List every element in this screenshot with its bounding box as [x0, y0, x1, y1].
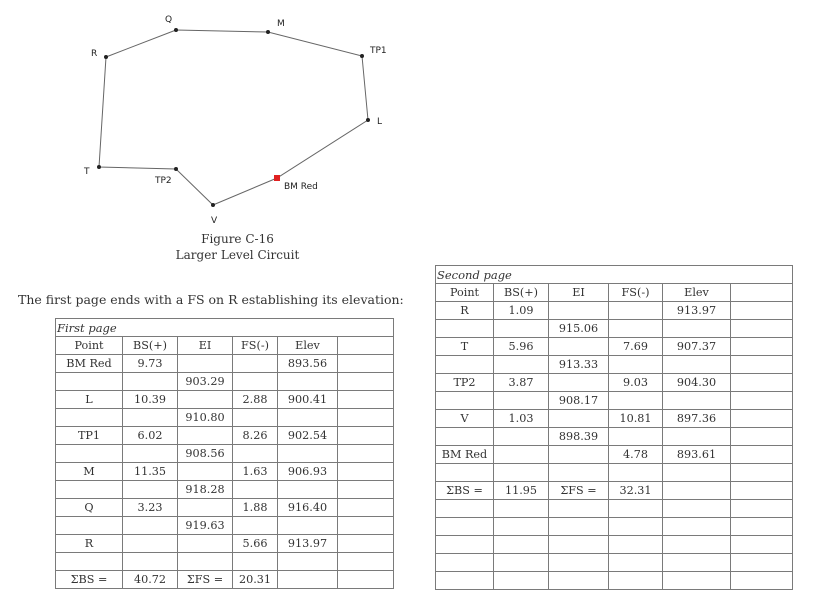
table-row	[56, 445, 394, 463]
empty-cell	[436, 356, 494, 374]
cell-bs: 5.96	[494, 338, 549, 356]
cell-fs: 1.63	[233, 463, 278, 481]
empty-cell	[494, 536, 549, 554]
circuit-path	[99, 30, 368, 205]
empty-cell	[549, 536, 609, 554]
cell-ei: 919.63	[178, 517, 233, 535]
intro-text: The first page ends with a FS on R establishing its elevation:	[18, 292, 404, 307]
empty-cell	[123, 517, 178, 535]
table-row	[436, 410, 793, 428]
empty-cell	[731, 320, 793, 338]
table-row	[436, 554, 793, 572]
empty-cell	[123, 445, 178, 463]
empty-cell	[609, 536, 663, 554]
cell-bs: 3.23	[123, 499, 178, 517]
cell-bs: 10.39	[123, 391, 178, 409]
empty-cell	[436, 518, 494, 536]
point-tp2	[174, 167, 178, 171]
figure-caption-number: Figure C-16	[201, 232, 274, 246]
empty-cell	[178, 355, 233, 373]
cell-ei: 915.06	[549, 320, 609, 338]
table-row	[56, 535, 394, 553]
column-header: Point	[56, 337, 123, 355]
empty-cell	[663, 536, 731, 554]
label-bm-red: BM Red	[284, 182, 318, 192]
empty-cell	[609, 572, 663, 590]
empty-cell	[233, 355, 278, 373]
cell-elev: 904.30	[663, 374, 731, 392]
cell-elev: 916.40	[278, 499, 338, 517]
table-row	[436, 500, 793, 518]
empty-cell	[731, 482, 793, 500]
cell-fs: 32.31	[609, 482, 663, 500]
table-row	[436, 536, 793, 554]
empty-cell	[338, 463, 394, 481]
empty-cell	[731, 302, 793, 320]
second-page-table	[435, 265, 793, 590]
empty-cell	[549, 374, 609, 392]
empty-cell	[436, 554, 494, 572]
empty-cell	[178, 427, 233, 445]
table-row	[436, 482, 793, 500]
point-t	[97, 165, 101, 169]
point-r	[104, 55, 108, 59]
empty-cell	[494, 446, 549, 464]
table-row	[436, 518, 793, 536]
cell-fs: 8.26	[233, 427, 278, 445]
cell-fs: 1.88	[233, 499, 278, 517]
label-q: Q	[165, 15, 173, 25]
empty-cell	[731, 518, 793, 536]
empty-cell	[494, 572, 549, 590]
table-row	[56, 409, 394, 427]
cell-point: R	[436, 302, 494, 320]
table-row	[56, 355, 394, 373]
empty-cell	[123, 535, 178, 553]
cell-elev: 900.41	[278, 391, 338, 409]
empty-cell	[338, 409, 394, 427]
empty-cell	[56, 373, 123, 391]
empty-cell	[436, 428, 494, 446]
table-row	[56, 481, 394, 499]
cell-bs: 1.09	[494, 302, 549, 320]
cell-ei: 908.56	[178, 445, 233, 463]
table-row	[436, 428, 793, 446]
empty-cell	[123, 409, 178, 427]
empty-cell	[278, 373, 338, 391]
empty-cell	[731, 536, 793, 554]
empty-cell	[338, 553, 394, 571]
empty-cell	[609, 302, 663, 320]
cell-point: Q	[56, 499, 123, 517]
empty-cell	[609, 500, 663, 518]
cell-bs: 3.87	[494, 374, 549, 392]
empty-cell	[549, 446, 609, 464]
cell-bs: 9.73	[123, 355, 178, 373]
empty-cell	[278, 571, 338, 589]
level-circuit-figure	[0, 0, 815, 270]
cell-fs: 7.69	[609, 338, 663, 356]
table-row	[436, 338, 793, 356]
empty-cell	[494, 428, 549, 446]
empty-cell	[609, 518, 663, 536]
table-row	[56, 499, 394, 517]
empty-cell	[123, 553, 178, 571]
empty-cell	[663, 554, 731, 572]
table-row	[56, 571, 394, 589]
empty-cell	[731, 338, 793, 356]
empty-cell	[338, 481, 394, 499]
empty-cell	[436, 392, 494, 410]
empty-cell	[663, 464, 731, 482]
cell-point: BM Red	[436, 446, 494, 464]
empty-cell	[278, 409, 338, 427]
cell-fs: 5.66	[233, 535, 278, 553]
empty-cell	[494, 356, 549, 374]
empty-cell	[663, 482, 731, 500]
cell-ei: 918.28	[178, 481, 233, 499]
point-q	[174, 28, 178, 32]
bm-red-marker	[274, 175, 280, 181]
empty-cell	[233, 445, 278, 463]
column-header: BS(+)	[494, 284, 549, 302]
cell-fs: 9.03	[609, 374, 663, 392]
empty-cell	[338, 373, 394, 391]
column-header: Point	[436, 284, 494, 302]
empty-cell	[278, 553, 338, 571]
cell-point: L	[56, 391, 123, 409]
cell-point: TP2	[436, 374, 494, 392]
empty-cell	[338, 535, 394, 553]
table-row	[56, 463, 394, 481]
cell-point: BM Red	[56, 355, 123, 373]
empty-cell	[549, 464, 609, 482]
empty-cell	[663, 320, 731, 338]
empty-cell	[278, 445, 338, 463]
empty-cell	[338, 571, 394, 589]
empty-cell	[609, 464, 663, 482]
cell-elev: 897.36	[663, 410, 731, 428]
empty-cell	[731, 554, 793, 572]
empty-cell	[731, 428, 793, 446]
empty-cell	[436, 464, 494, 482]
empty-cell	[663, 392, 731, 410]
cell-fs: 2.88	[233, 391, 278, 409]
table-row	[56, 391, 394, 409]
empty-cell	[233, 373, 278, 391]
column-header: EI	[549, 284, 609, 302]
empty-cell	[56, 445, 123, 463]
table-row	[436, 302, 793, 320]
cell-ei: ΣFS =	[178, 571, 233, 589]
point-m	[266, 30, 270, 34]
empty-cell	[436, 320, 494, 338]
empty-cell	[56, 517, 123, 535]
empty-cell	[609, 554, 663, 572]
empty-cell	[178, 391, 233, 409]
table-row	[436, 374, 793, 392]
label-r: R	[91, 49, 98, 59]
cell-elev: 893.56	[278, 355, 338, 373]
empty-cell	[494, 392, 549, 410]
empty-cell	[178, 535, 233, 553]
empty-cell	[338, 427, 394, 445]
column-header: EI	[178, 337, 233, 355]
empty-cell	[663, 356, 731, 374]
cell-elev: 906.93	[278, 463, 338, 481]
table-row	[56, 553, 394, 571]
empty-cell	[233, 481, 278, 499]
cell-fs: 20.31	[233, 571, 278, 589]
cell-bs: 6.02	[123, 427, 178, 445]
empty-cell	[233, 553, 278, 571]
empty-cell	[609, 428, 663, 446]
empty-cell	[731, 446, 793, 464]
empty-cell	[731, 410, 793, 428]
empty-cell	[731, 464, 793, 482]
empty-cell	[494, 320, 549, 338]
table-row	[436, 464, 793, 482]
empty-cell	[56, 553, 123, 571]
empty-cell	[123, 481, 178, 499]
empty-cell	[178, 463, 233, 481]
empty-cell	[731, 392, 793, 410]
figure-caption-title: Larger Level Circuit	[175, 248, 300, 262]
empty-cell	[338, 499, 394, 517]
empty-cell	[338, 355, 394, 373]
column-header: FS(-)	[609, 284, 663, 302]
empty-cell	[731, 374, 793, 392]
empty-cell	[338, 337, 394, 355]
empty-cell	[436, 500, 494, 518]
empty-cell	[549, 410, 609, 428]
empty-cell	[494, 518, 549, 536]
cell-bs: 40.72	[123, 571, 178, 589]
table-row	[436, 446, 793, 464]
table-row	[436, 572, 793, 590]
table-title: First page	[56, 319, 394, 337]
cell-elev: 913.97	[663, 302, 731, 320]
cell-point: V	[436, 410, 494, 428]
empty-cell	[233, 409, 278, 427]
empty-cell	[338, 445, 394, 463]
point-v	[211, 203, 215, 207]
table-row	[436, 320, 793, 338]
empty-cell	[609, 320, 663, 338]
cell-fs: 10.81	[609, 410, 663, 428]
empty-cell	[494, 500, 549, 518]
column-header: Elev	[278, 337, 338, 355]
table-row	[56, 373, 394, 391]
point-l	[366, 118, 370, 122]
cell-point: R	[56, 535, 123, 553]
label-t: T	[84, 167, 90, 177]
empty-cell	[494, 554, 549, 572]
table-title: Second page	[436, 266, 793, 284]
empty-cell	[338, 517, 394, 535]
cell-elev: 902.54	[278, 427, 338, 445]
empty-cell	[233, 517, 278, 535]
empty-cell	[731, 500, 793, 518]
label-l: L	[377, 117, 383, 127]
label-v: V	[211, 216, 218, 226]
empty-cell	[549, 338, 609, 356]
cell-ei: 910.80	[178, 409, 233, 427]
empty-cell	[178, 553, 233, 571]
empty-cell	[436, 536, 494, 554]
cell-point: ΣBS =	[56, 571, 123, 589]
cell-fs: 4.78	[609, 446, 663, 464]
empty-cell	[56, 481, 123, 499]
cell-ei: 913.33	[549, 356, 609, 374]
table-row	[436, 356, 793, 374]
cell-ei: 898.39	[549, 428, 609, 446]
empty-cell	[731, 356, 793, 374]
first-page-table	[55, 318, 394, 589]
label-tp1: TP1	[370, 46, 387, 56]
empty-cell	[56, 409, 123, 427]
cell-bs: 11.95	[494, 482, 549, 500]
empty-cell	[663, 428, 731, 446]
table-row	[56, 517, 394, 535]
label-tp2: TP2	[155, 176, 172, 186]
column-header: FS(-)	[233, 337, 278, 355]
cell-elev: 893.61	[663, 446, 731, 464]
empty-cell	[731, 284, 793, 302]
empty-cell	[494, 464, 549, 482]
cell-point: T	[436, 338, 494, 356]
empty-cell	[549, 518, 609, 536]
empty-cell	[731, 572, 793, 590]
cell-ei: 903.29	[178, 373, 233, 391]
empty-cell	[178, 499, 233, 517]
cell-point: ΣBS =	[436, 482, 494, 500]
cell-ei: ΣFS =	[549, 482, 609, 500]
empty-cell	[663, 500, 731, 518]
empty-cell	[123, 373, 178, 391]
empty-cell	[609, 356, 663, 374]
empty-cell	[663, 518, 731, 536]
empty-cell	[549, 554, 609, 572]
empty-cell	[609, 392, 663, 410]
cell-elev: 907.37	[663, 338, 731, 356]
empty-cell	[549, 572, 609, 590]
empty-cell	[549, 302, 609, 320]
empty-cell	[338, 391, 394, 409]
table-row	[56, 427, 394, 445]
empty-cell	[549, 500, 609, 518]
column-header: BS(+)	[123, 337, 178, 355]
empty-cell	[663, 572, 731, 590]
empty-cell	[278, 517, 338, 535]
empty-cell	[278, 481, 338, 499]
cell-bs: 11.35	[123, 463, 178, 481]
cell-bs: 1.03	[494, 410, 549, 428]
cell-point: M	[56, 463, 123, 481]
label-m: M	[277, 19, 285, 29]
cell-point: TP1	[56, 427, 123, 445]
station-points	[97, 28, 370, 207]
column-header: Elev	[663, 284, 731, 302]
cell-ei: 908.17	[549, 392, 609, 410]
point-tp1	[360, 54, 364, 58]
cell-elev: 913.97	[278, 535, 338, 553]
table-row	[436, 392, 793, 410]
empty-cell	[436, 572, 494, 590]
